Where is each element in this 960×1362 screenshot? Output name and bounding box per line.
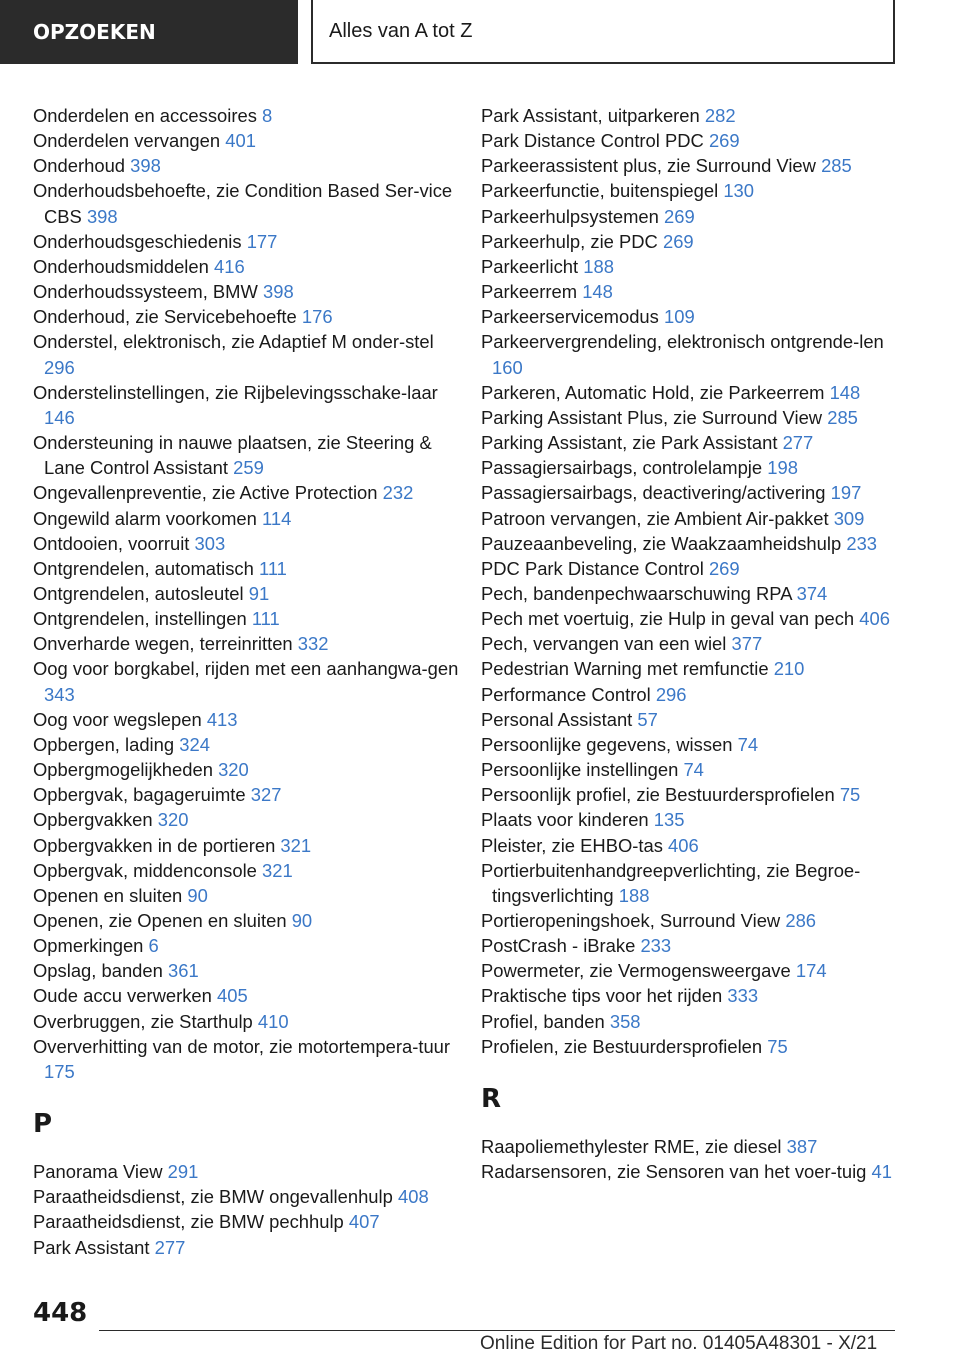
index-entry-term: Performance Control: [481, 683, 651, 705]
index-entry: [33, 833, 463, 858]
index-entry-term: Patroon vervangen, zie Ambient Air-pakket: [481, 507, 829, 529]
index-page-link[interactable]: 320: [218, 759, 249, 781]
index-entry-term: Parkeerlicht: [481, 255, 579, 277]
index-page-link[interactable]: 198: [767, 457, 798, 479]
index-page-link[interactable]: 111: [258, 557, 287, 579]
index-entry-term: Parkeerfunctie, buitenspiegel: [481, 180, 719, 202]
index-entry: [33, 1159, 463, 1184]
index-entry: [481, 1034, 901, 1059]
index-entry-term: Oog voor wegslepen: [33, 708, 202, 730]
index-entry-term: Raapoliemethylester RME, zie diesel: [481, 1135, 782, 1157]
index-entry-term: Persoonlijke instellingen: [481, 759, 679, 781]
index-entry-term: Portierbuitenhandgreepverlichting, zie Begroe-tingsverlichting: [481, 859, 861, 906]
index-entry-term: Profiel, banden: [481, 1010, 605, 1032]
index-entry: [33, 732, 463, 757]
index-page-link[interactable]: 74: [737, 733, 759, 755]
index-entry-term: Pech met voertuig, zie Hulp in geval van pech: [481, 608, 855, 630]
index-entry-term: Ongewild alarm voorkomen: [33, 507, 257, 529]
index-entry: [33, 958, 463, 983]
index-page-link[interactable]: 91: [248, 582, 270, 604]
index-entry: [481, 631, 901, 656]
index-entry-term: Opbergen, lading: [33, 733, 175, 755]
index-entry-term: Opslag, banden: [33, 960, 163, 982]
index-entry-term: Onderhoudssysteem, BMW: [33, 281, 258, 303]
index-entry: [481, 556, 901, 581]
index-page-link[interactable]: 75: [839, 784, 861, 806]
index-page-link[interactable]: 327: [250, 784, 282, 806]
index-page-link[interactable]: 233: [846, 532, 878, 554]
index-page-link[interactable]: 6: [148, 935, 159, 957]
index-entry: [33, 807, 463, 832]
index-entry: [33, 329, 463, 379]
index-entry-term: Openen en sluiten: [33, 884, 183, 906]
index-entry: [33, 782, 463, 807]
index-entry: [33, 883, 463, 908]
index-page-link[interactable]: 232: [382, 482, 414, 504]
index-entry-term: Onderhoudsmiddelen: [33, 255, 209, 277]
index-entry: [33, 178, 463, 228]
index-entry: [481, 380, 901, 405]
index-page-link[interactable]: 303: [194, 532, 226, 554]
index-entry-term: Portieropeningshoek, Surround View: [481, 910, 781, 931]
index-page-link[interactable]: 114: [261, 507, 292, 529]
index-entry: [33, 229, 463, 254]
index-entry-term: Paraatheidsdienst, zie BMW pechhulp: [33, 1211, 344, 1233]
index-column-right: [481, 103, 901, 1184]
index-entry: [481, 1159, 901, 1184]
index-entry-term: Persoonlijke gegevens, wissen: [481, 733, 733, 755]
index-page-link[interactable]: 361: [167, 960, 199, 982]
index-page-link[interactable]: 291: [167, 1161, 199, 1183]
index-entry-term: Parkeerservicemodus: [481, 306, 659, 328]
index-entry-term: Ontdooien, voorruit: [33, 532, 190, 554]
index-entry: [481, 606, 901, 631]
index-page-link[interactable]: 75: [767, 1035, 788, 1057]
index-entry: [481, 933, 901, 958]
index-entry-term: Onderhoud: [33, 155, 126, 177]
index-letter-heading: P: [33, 1109, 53, 1140]
index-entry-term: Ondersteuning in nauwe plaatsen, zie Steering & Lane Control Assistant: [33, 432, 432, 479]
index-entry: [33, 103, 463, 128]
index-page-link[interactable]: 135: [653, 809, 685, 831]
index-entry: [481, 304, 901, 329]
index-entry: [33, 254, 463, 279]
index-entry: [33, 606, 463, 631]
section-tab: OPZOEKEN: [0, 0, 298, 64]
index-page-link[interactable]: 160: [492, 356, 523, 378]
index-entry: [481, 329, 901, 379]
index-entry-term: Opbergvak, middenconsole: [33, 859, 257, 881]
index-entry-term: Pech, bandenpechwaarschuwing RPA: [481, 582, 792, 604]
index-page-link[interactable]: 358: [609, 1010, 641, 1032]
index-entry-term: Persoonlijk profiel, zie Bestuurdersprofielen: [481, 784, 835, 806]
index-page-link[interactable]: 321: [262, 859, 293, 881]
index-page-link[interactable]: 188: [618, 884, 650, 906]
index-page-link[interactable]: 413: [206, 708, 238, 730]
index-page-link[interactable]: 320: [157, 809, 189, 831]
index-page-link[interactable]: 259: [233, 457, 264, 479]
index-page-link[interactable]: 398: [130, 155, 161, 177]
index-entry: [481, 279, 901, 304]
index-entry: [33, 933, 463, 958]
index-entry-term: Oog voor borgkabel, rijden met een aanhangwa-gen: [33, 658, 459, 680]
index-letter-heading: R: [481, 1083, 502, 1114]
index-entry: [33, 656, 463, 706]
index-entry-term: Pech, vervangen van een wiel: [481, 633, 727, 655]
index-page-link[interactable]: 74: [683, 759, 704, 781]
index-entry-term: Pedestrian Warning met remfunctie: [481, 658, 769, 680]
index-page-link[interactable]: 175: [44, 1060, 75, 1082]
index-entry: [33, 1009, 463, 1034]
index-page-link[interactable]: 286: [785, 910, 817, 931]
index-entry: [481, 128, 901, 153]
index-entry: [33, 506, 463, 531]
index-entry-term: Opbergvakken: [33, 809, 153, 831]
index-entry-term: Ongevallenpreventie, zie Active Protection: [33, 482, 378, 504]
index-entry: [33, 279, 463, 304]
index-entry: [481, 807, 901, 832]
index-entry: [33, 380, 463, 430]
index-page-link[interactable]: 90: [291, 910, 313, 931]
index-entry: [481, 254, 901, 279]
index-entry-term: Parkeerassistent plus, zie Surround View: [481, 155, 816, 177]
index-entry-term: Oververhitting van de motor, zie motortempera-tuur: [33, 1035, 451, 1057]
index-entry-term: Personal Assistant: [481, 708, 633, 730]
index-entry-term: Onderhoud, zie Servicebehoefte: [33, 306, 297, 328]
index-page-link[interactable]: 269: [708, 130, 740, 152]
index-entry-term: Radarsensoren, zie Sensoren van het voer-tuig: [481, 1161, 867, 1183]
index-entry-term: Parking Assistant, zie Park Assistant: [481, 432, 778, 454]
index-entry-term: Opbergvakken in de portieren: [33, 834, 276, 856]
index-page-link[interactable]: 177: [246, 230, 278, 252]
index-entry: [481, 833, 901, 858]
index-entry: [481, 204, 901, 229]
index-entry: [33, 631, 463, 656]
index-entry: [33, 983, 463, 1008]
index-entry-term: Oude accu verwerken: [33, 985, 212, 1007]
index-entry: [33, 908, 463, 933]
index-entry-term: Onderstel, elektronisch, zie Adaptief M onder-stel: [33, 331, 434, 353]
index-entry-term: Passagiersairbags, deactivering/activering: [481, 482, 826, 504]
index-entry: [33, 1034, 463, 1084]
index-entry: [33, 531, 463, 556]
index-entry: [481, 707, 901, 732]
index-page-link[interactable]: 398: [86, 205, 118, 227]
index-entry: [33, 556, 463, 581]
index-entry-term: Onderdelen en accessoires: [33, 105, 257, 126]
index-page-link[interactable]: 285: [821, 155, 852, 177]
index-entry-term: Parkeerhulpsystemen: [481, 205, 659, 227]
index-entry-term: Parkeervergrendeling, elektronisch ontgrende-len: [481, 331, 884, 353]
index-entry-term: Onderhoudsgeschiedenis: [33, 230, 242, 252]
index-entry-term: Onderstelinstellingen, zie Rijbelevingsschake-laar: [33, 381, 438, 403]
index-page-link[interactable]: 277: [154, 1236, 186, 1258]
index-page-link[interactable]: 111: [251, 608, 280, 630]
index-entry: [481, 1009, 901, 1034]
index-entry: [33, 858, 463, 883]
index-entry: [481, 983, 901, 1008]
index-entry: [481, 958, 901, 983]
index-entry-term: Parkeren, Automatic Hold, zie Parkeerrem: [481, 381, 825, 403]
index-page-link[interactable]: 109: [663, 306, 695, 328]
index-entry-term: Opmerkingen: [33, 935, 144, 957]
index-page-link[interactable]: 188: [583, 255, 614, 277]
index-page-link[interactable]: 387: [786, 1135, 818, 1157]
index-entry-term: Overbruggen, zie Starthulp: [33, 1010, 253, 1032]
index-entry: [33, 757, 463, 782]
index-entry-term: Profielen, zie Bestuurdersprofielen: [481, 1035, 763, 1057]
index-page-link[interactable]: 321: [280, 834, 312, 856]
index-entry-term: Openen, zie Openen en sluiten: [33, 910, 287, 931]
index-entry: [481, 153, 901, 178]
index-entry: [481, 858, 901, 908]
index-page-link[interactable]: 269: [662, 230, 694, 252]
index-page-link[interactable]: 406: [668, 834, 699, 856]
index-page-link[interactable]: 377: [731, 633, 763, 655]
index-column-left: [33, 103, 463, 1260]
index-entry: [33, 1209, 463, 1234]
index-entry-term: Ontgrendelen, automatisch: [33, 557, 254, 579]
index-entry: [33, 430, 463, 480]
index-page-link[interactable]: 405: [217, 985, 248, 1007]
index-page-link[interactable]: 197: [830, 482, 862, 504]
index-entry: [481, 178, 901, 203]
index-entry: [33, 480, 463, 505]
index-page-link[interactable]: 269: [664, 205, 695, 227]
index-page-link[interactable]: 343: [44, 683, 75, 705]
index-page-link[interactable]: 324: [179, 733, 210, 755]
footer-divider: [99, 1330, 895, 1331]
index-page-link[interactable]: 90: [187, 884, 208, 906]
index-entry-term: Pleister, zie EHBO-tas: [481, 834, 663, 856]
index-page-link[interactable]: 309: [833, 507, 865, 529]
index-entry: [33, 707, 463, 732]
index-page-link[interactable]: 416: [213, 255, 245, 277]
index-entry-term: Powermeter, zie Vermogensweergave: [481, 960, 791, 982]
index-entry: [33, 153, 463, 178]
index-entry-term: Praktische tips voor het rijden: [481, 985, 723, 1007]
index-entry: [481, 229, 901, 254]
index-entry-term: Onderdelen vervangen: [33, 130, 221, 152]
index-entry: [481, 782, 901, 807]
index-entry: [481, 581, 901, 606]
index-entry-term: Onderhoudsbehoefte, zie Condition Based Ser-vice CBS: [33, 180, 453, 227]
index-page-link[interactable]: 410: [257, 1010, 289, 1032]
index-entry: [481, 455, 901, 480]
index-entry: [33, 581, 463, 606]
index-page-link[interactable]: 210: [773, 658, 805, 680]
index-entry: [481, 732, 901, 757]
index-page-link[interactable]: 148: [582, 281, 613, 303]
index-page-link[interactable]: 148: [829, 381, 861, 403]
index-page-link[interactable]: 277: [782, 432, 814, 454]
index-entry-term: PDC Park Distance Control: [481, 557, 704, 579]
index-entry-term: Parking Assistant Plus, zie Surround View: [481, 406, 823, 428]
index-page-link[interactable]: 176: [301, 306, 333, 328]
index-entry-term: Passagiersairbags, controlelampje: [481, 457, 763, 479]
index-entry: [481, 405, 901, 430]
index-page-link[interactable]: 57: [637, 708, 658, 730]
index-page-link[interactable]: 174: [795, 960, 827, 982]
index-page-link[interactable]: 282: [704, 105, 736, 126]
index-entry-term: Parkeerrem: [481, 281, 578, 303]
index-entry-term: Plaats voor kinderen: [481, 809, 649, 831]
footer-edition: Online Edition for Part no. 01405A48301 - X/21: [480, 1333, 878, 1354]
index-entry: [481, 682, 901, 707]
index-page-link[interactable]: 269: [708, 557, 740, 579]
index-page-link[interactable]: 8: [262, 105, 273, 126]
index-entry: [481, 1134, 901, 1159]
index-entry-term: Park Assistant: [33, 1236, 150, 1258]
index-entry: [481, 430, 901, 455]
index-page-link[interactable]: 296: [44, 356, 75, 378]
index-page-link[interactable]: 401: [225, 130, 256, 152]
index-entry-term: Parkeerhulp, zie PDC: [481, 230, 658, 252]
index-entry: [33, 128, 463, 153]
index-entry: [33, 1235, 463, 1260]
index-entry: [33, 1184, 463, 1209]
page-number: 448: [33, 1298, 88, 1328]
index-entry-term: Park Assistant, uitparkeren: [481, 105, 700, 126]
index-entry: [481, 908, 901, 933]
index-entry-term: Park Distance Control PDC: [481, 130, 704, 152]
index-page-link[interactable]: 41: [871, 1161, 892, 1183]
index-entry-term: Pauzeaanbeveling, zie Waakzaamheidshulp: [481, 532, 842, 554]
index-page-link[interactable]: 233: [640, 935, 672, 957]
index-entry-term: Opbergmogelijkheden: [33, 759, 213, 781]
index-page-link[interactable]: 374: [796, 582, 828, 604]
index-page-link[interactable]: 130: [723, 180, 754, 202]
index-entry: [481, 506, 901, 531]
index-entry-term: Ontgrendelen, autosleutel: [33, 582, 244, 604]
index-page-link[interactable]: 398: [262, 281, 294, 303]
index-entry-term: Panorama View: [33, 1161, 163, 1183]
index-entry: [481, 656, 901, 681]
index-entry: [481, 531, 901, 556]
index-entry-term: Paraatheidsdienst, zie BMW ongevallenhulp: [33, 1186, 393, 1208]
index-page-link[interactable]: 332: [297, 633, 329, 655]
index-entry-term: Ontgrendelen, instellingen: [33, 608, 247, 630]
index-entry-term: Onverharde wegen, terreinritten: [33, 633, 293, 655]
index-entry: [481, 757, 901, 782]
index-page-link[interactable]: 406: [859, 608, 890, 630]
index-page-link[interactable]: 296: [655, 683, 687, 705]
index-entry: [33, 304, 463, 329]
index-page-link[interactable]: 333: [727, 985, 759, 1007]
index-entry: [481, 480, 901, 505]
index-entry-term: PostCrash - iBrake: [481, 935, 636, 957]
index-page-link[interactable]: 285: [827, 406, 858, 428]
index-entry: [481, 103, 901, 128]
index-page-link[interactable]: 146: [44, 406, 75, 428]
index-entry-term: Opbergvak, bagageruimte: [33, 784, 246, 806]
index-page-link[interactable]: 408: [397, 1186, 429, 1208]
index-page-link[interactable]: 407: [348, 1211, 380, 1233]
page-title: Alles van A tot Z: [311, 0, 895, 64]
